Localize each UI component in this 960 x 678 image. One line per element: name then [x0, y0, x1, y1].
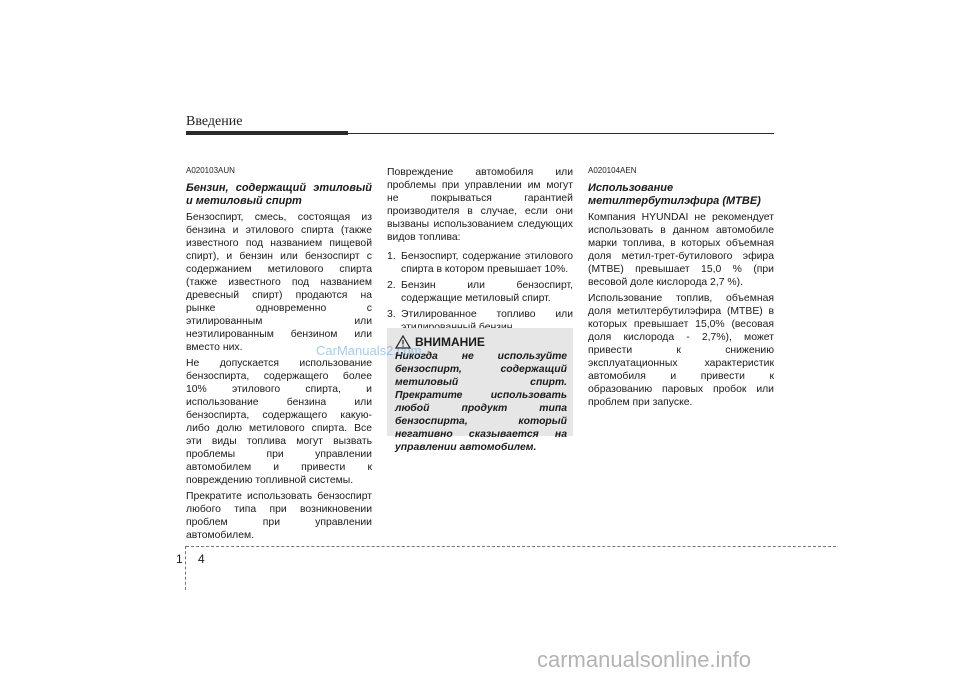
paragraph: Не допускается использование бензоспирта, содержащего более 10% этилового спирта, и использование бензина или бензоспирта, содержащего какую-либо долю метилового спирта. Все эти виды топлива могут вызвать проблемы при управлении автомобилем и привести к повреждению топливной системы. — [186, 358, 372, 486]
watermark-middle: CarManuals2.com — [316, 343, 422, 358]
list-text: Бензоспирт, содержание этилового спирта в котором превышает 10%. — [401, 251, 573, 275]
section-title: Введение — [186, 114, 243, 129]
list-text: Бензин или бензоспирт, содержащие метиловый спирт. — [401, 280, 573, 304]
column-2 — [387, 166, 573, 337]
watermark-bottom: carmanualsonline.info — [537, 647, 752, 672]
footer-divider — [186, 546, 836, 547]
list-number: 3. — [387, 309, 396, 320]
header-rule-thin — [348, 133, 774, 134]
paragraph: Бензоспирт, смесь, состоящая из бензина и этилового спирта (также известного под названием пищевой спирт), и бензин или бензоспирт с содержанием метилового спирта (также известного под названием древесный спирт) продаются на рынке одновременно с этилированным или неэтилированным бензином или вместо них. — [186, 212, 372, 353]
warning-text: Никогда не используйте бензоспирт, содержащий метиловый спирт. Прекратите использовать любой продукт типа бензоспирта, который негативно сказывается на управлении автомобилем. — [395, 351, 567, 453]
section-code: A020104AEN — [588, 166, 637, 175]
list-text: Этилированное топливо или — [401, 309, 573, 320]
list-item — [387, 250, 573, 276]
list-number: 1. — [387, 251, 396, 262]
page-number: 1 4 — [176, 552, 211, 566]
paragraph: Компания HYUNDAI не рекомендует использовать в данном автомобиле марки топлива, в которых объемная доля метил-трет-бутилового эфира (MTBE) превышает 15,0 % (при весовой доле кислорода 2,7 %). — [588, 212, 774, 288]
fuel-list — [387, 250, 573, 334]
list-item — [387, 279, 573, 305]
column-3 — [588, 166, 774, 412]
warning-title: ВНИМАНИЕ — [415, 335, 485, 349]
section-heading: Использование метилтербутилэфира (MTBE) — [588, 182, 761, 207]
paragraph: Прекратите использовать бензоспирт любого типа при возникновении проблем при управлении автомобилем. — [186, 491, 372, 541]
paragraph: Использование топлив, объемная доля метилтербутилэфира (MTBE) в которых превышает 15,0% (весовая доля кислорода - 2,7%), может привести к снижению эксплуатационных характеристик автомобиля и привести к образованию паровых пробок или проблем при запуске. — [588, 293, 774, 408]
section-code: A020103AUN — [186, 166, 235, 175]
section-heading: Бензин, содержащий этиловый и метиловый спирт — [186, 182, 372, 207]
paragraph: Повреждение автомобиля или проблемы при управлении им могут не покрываться гарантией производителя в случае, если они вызваны использованием следующих видов топлива: — [387, 167, 573, 243]
header-rule-thick — [186, 131, 348, 135]
list-number: 2. — [387, 280, 396, 291]
